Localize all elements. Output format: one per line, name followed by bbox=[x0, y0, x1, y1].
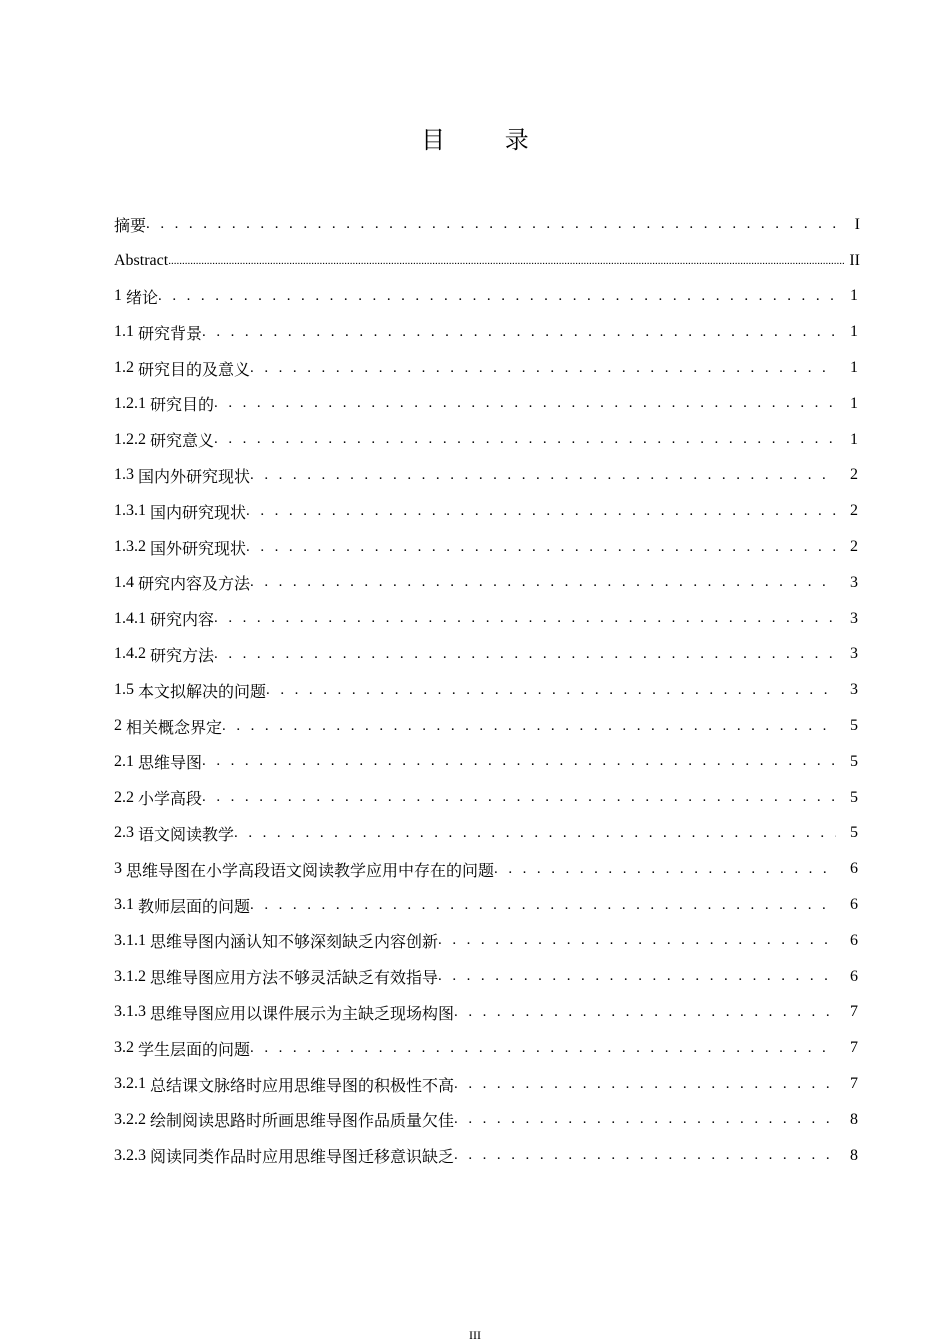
toc-entry-page: 1 bbox=[850, 287, 858, 305]
toc-entry-number: 1.3.1 bbox=[114, 502, 146, 520]
toc-entry-title: 绘制阅读思路时所画思维导图作品质量欠佳 bbox=[150, 1113, 455, 1131]
toc-entry-title: 研究方法 bbox=[150, 647, 215, 665]
toc-entry-number: 1.3.2 bbox=[114, 538, 146, 556]
toc-entry-title: 国内研究现状 bbox=[150, 504, 247, 522]
toc-leader-dots bbox=[202, 324, 836, 341]
toc-entry-number: 1.2 bbox=[114, 359, 134, 377]
toc-entry-title: 思维导图在小学高段语文阅读教学应用中存在的问题 bbox=[126, 862, 495, 880]
toc-entry[interactable] bbox=[114, 243, 860, 279]
toc-entry-page: 6 bbox=[850, 860, 858, 878]
toc-entry-page: I bbox=[854, 215, 860, 233]
toc-entry-page: 5 bbox=[850, 752, 858, 770]
toc-entry-page: 8 bbox=[850, 1110, 858, 1128]
toc-entry[interactable] bbox=[114, 422, 860, 458]
toc-entry-page: 2 bbox=[850, 466, 858, 484]
toc-entry-page: 7 bbox=[850, 1039, 858, 1057]
toc-entry-title: 研究内容 bbox=[150, 612, 215, 630]
toc-leader-dots bbox=[246, 503, 836, 520]
table-of-contents bbox=[114, 207, 860, 1174]
toc-entry-title: 总结课文脉络时应用思维导图的积极性不高 bbox=[150, 1077, 455, 1095]
toc-entry-page: 3 bbox=[850, 573, 858, 591]
toc-entry-page: 6 bbox=[850, 931, 858, 949]
toc-entry-number: 3.2.2 bbox=[114, 1110, 146, 1128]
toc-entry-number: 2.1 bbox=[114, 752, 134, 770]
toc-entry-number: 1.2.1 bbox=[114, 394, 146, 412]
toc-entry[interactable] bbox=[114, 887, 860, 923]
toc-entry-page: 7 bbox=[850, 1075, 858, 1093]
toc-entry-number: 1.4 bbox=[114, 573, 134, 591]
toc-leader-dots bbox=[454, 1111, 836, 1128]
toc-leader-dots bbox=[158, 288, 836, 305]
toc-entry[interactable] bbox=[114, 851, 860, 887]
toc-entry[interactable] bbox=[114, 744, 860, 780]
toc-leader-dots bbox=[454, 1147, 836, 1164]
toc-entry-title: 阅读同类作品时应用思维导图迁移意识缺乏 bbox=[150, 1149, 455, 1167]
toc-entry-title: 教师层面的问题 bbox=[138, 898, 251, 916]
toc-entry[interactable] bbox=[114, 1066, 860, 1102]
toc-leader-dots bbox=[250, 467, 836, 484]
toc-entry-title: 思维导图 bbox=[138, 755, 203, 773]
toc-entry-title: 研究意义 bbox=[150, 433, 215, 451]
toc-entry-page: 3 bbox=[850, 681, 858, 699]
toc-entry-page: 1 bbox=[850, 323, 858, 341]
toc-entry[interactable] bbox=[114, 565, 860, 601]
toc-entry-title: 绪论 bbox=[126, 289, 159, 307]
toc-entry-number: 1.2.2 bbox=[114, 430, 146, 448]
page-number: III bbox=[469, 1328, 481, 1342]
toc-leader-dots bbox=[250, 1040, 836, 1057]
toc-entry-number: 1.3 bbox=[114, 466, 134, 484]
toc-leader-dots bbox=[494, 861, 836, 878]
toc-entry-title: 摘要 bbox=[114, 218, 147, 236]
toc-entry-page: 1 bbox=[850, 430, 858, 448]
toc-entry-number: 1.4.1 bbox=[114, 609, 146, 627]
toc-entry-title: 研究内容及方法 bbox=[138, 576, 251, 594]
toc-entry-title: 思维导图应用方法不够灵活缺乏有效指导 bbox=[150, 970, 439, 988]
toc-entry-title: 本文拟解决的问题 bbox=[138, 683, 267, 701]
toc-entry-title: 研究目的及意义 bbox=[138, 361, 251, 379]
toc-entry-number: 3.2.1 bbox=[114, 1075, 146, 1093]
toc-entry-number: 1.1 bbox=[114, 323, 134, 341]
toc-entry-title: 国外研究现状 bbox=[150, 540, 247, 558]
toc-entry-page: 6 bbox=[850, 967, 858, 985]
toc-entry-number: 3.2.3 bbox=[114, 1146, 146, 1164]
toc-entry[interactable] bbox=[114, 995, 860, 1031]
toc-entry-page: 3 bbox=[850, 609, 858, 627]
toc-entry[interactable] bbox=[114, 458, 860, 494]
toc-entry[interactable] bbox=[114, 207, 860, 243]
toc-leader-dots bbox=[222, 718, 836, 735]
toc-entry-number: 2 bbox=[114, 717, 122, 735]
toc-leader-dots bbox=[202, 753, 836, 770]
toc-entry-number: 1 bbox=[114, 287, 122, 305]
toc-entry[interactable] bbox=[114, 637, 860, 673]
toc-leader-dots bbox=[146, 216, 844, 233]
toc-leader-dots bbox=[266, 682, 836, 699]
toc-entry-number: 3.1.3 bbox=[114, 1003, 146, 1021]
toc-leader-dots bbox=[214, 395, 836, 412]
toc-entry[interactable] bbox=[114, 314, 860, 350]
toc-entry-title: 相关概念界定 bbox=[126, 719, 223, 737]
toc-entry[interactable] bbox=[114, 1030, 860, 1066]
toc-entry-number: 1.5 bbox=[114, 681, 134, 699]
toc-entry-page: 8 bbox=[850, 1146, 858, 1164]
toc-entry-number: 3.1.1 bbox=[114, 931, 146, 949]
toc-leader-dots bbox=[454, 1004, 836, 1021]
toc-leader-dots bbox=[202, 789, 836, 806]
toc-entry-page: 2 bbox=[850, 502, 858, 520]
toc-entry[interactable] bbox=[114, 279, 860, 315]
toc-entry-title: 小学高段 bbox=[138, 791, 203, 809]
toc-entry-page: 6 bbox=[850, 896, 858, 914]
toc-leader-dots bbox=[438, 932, 836, 949]
toc-entry-page: 5 bbox=[850, 824, 858, 842]
toc-leader-dots bbox=[250, 360, 836, 377]
toc-leader-dots bbox=[234, 825, 836, 842]
toc-entry[interactable] bbox=[114, 923, 860, 959]
toc-entry-title: 学生层面的问题 bbox=[138, 1041, 251, 1059]
toc-entry[interactable] bbox=[114, 601, 860, 637]
toc-entry[interactable] bbox=[114, 529, 860, 565]
toc-leader-dots bbox=[168, 255, 844, 267]
toc-entry[interactable] bbox=[114, 1138, 860, 1174]
toc-entry[interactable] bbox=[114, 708, 860, 744]
toc-entry-page: 5 bbox=[850, 788, 858, 806]
toc-entry-title: 研究背景 bbox=[138, 325, 203, 343]
toc-entry-number: 3.2 bbox=[114, 1039, 134, 1057]
toc-entry-page: 7 bbox=[850, 1003, 858, 1021]
toc-entry[interactable] bbox=[114, 816, 860, 852]
toc-leader-dots bbox=[250, 897, 836, 914]
toc-entry-number: 2.2 bbox=[114, 788, 134, 806]
toc-leader-dots bbox=[214, 431, 836, 448]
toc-entry-number: 3 bbox=[114, 860, 122, 878]
toc-entry[interactable] bbox=[114, 350, 860, 386]
toc-entry-title: 思维导图内涵认知不够深刻缺乏内容创新 bbox=[150, 934, 439, 952]
toc-entry-page: 2 bbox=[850, 538, 858, 556]
toc-entry-page: 3 bbox=[850, 645, 858, 663]
toc-entry[interactable] bbox=[114, 780, 860, 816]
toc-entry-title: 思维导图应用以课件展示为主缺乏现场构图 bbox=[150, 1005, 455, 1023]
toc-entry-page: 1 bbox=[850, 394, 858, 412]
toc-leader-dots bbox=[454, 1076, 836, 1093]
toc-leader-dots bbox=[246, 539, 836, 556]
toc-entry-page: II bbox=[849, 251, 860, 269]
toc-leader-dots bbox=[214, 646, 836, 663]
toc-leader-dots bbox=[214, 610, 836, 627]
toc-entry[interactable] bbox=[114, 672, 860, 708]
toc-leader-dots bbox=[438, 968, 836, 985]
toc-entry-title: 研究目的 bbox=[150, 397, 215, 415]
toc-entry-title: 国内外研究现状 bbox=[138, 468, 251, 486]
toc-entry-number: 3.1.2 bbox=[114, 967, 146, 985]
toc-entry[interactable] bbox=[114, 959, 860, 995]
toc-entry-number: 2.3 bbox=[114, 824, 134, 842]
toc-entry-page: 5 bbox=[850, 717, 858, 735]
toc-entry[interactable] bbox=[114, 386, 860, 422]
toc-entry-title: Abstract bbox=[114, 251, 169, 269]
toc-entry-title: 语文阅读教学 bbox=[138, 826, 235, 844]
toc-entry[interactable] bbox=[114, 493, 860, 529]
toc-entry-page: 1 bbox=[850, 359, 858, 377]
toc-entry-number: 1.4.2 bbox=[114, 645, 146, 663]
toc-entry-number: 3.1 bbox=[114, 896, 134, 914]
toc-leader-dots bbox=[250, 574, 836, 591]
toc-entry[interactable] bbox=[114, 1102, 860, 1138]
page-title: 目 录 bbox=[421, 126, 555, 154]
